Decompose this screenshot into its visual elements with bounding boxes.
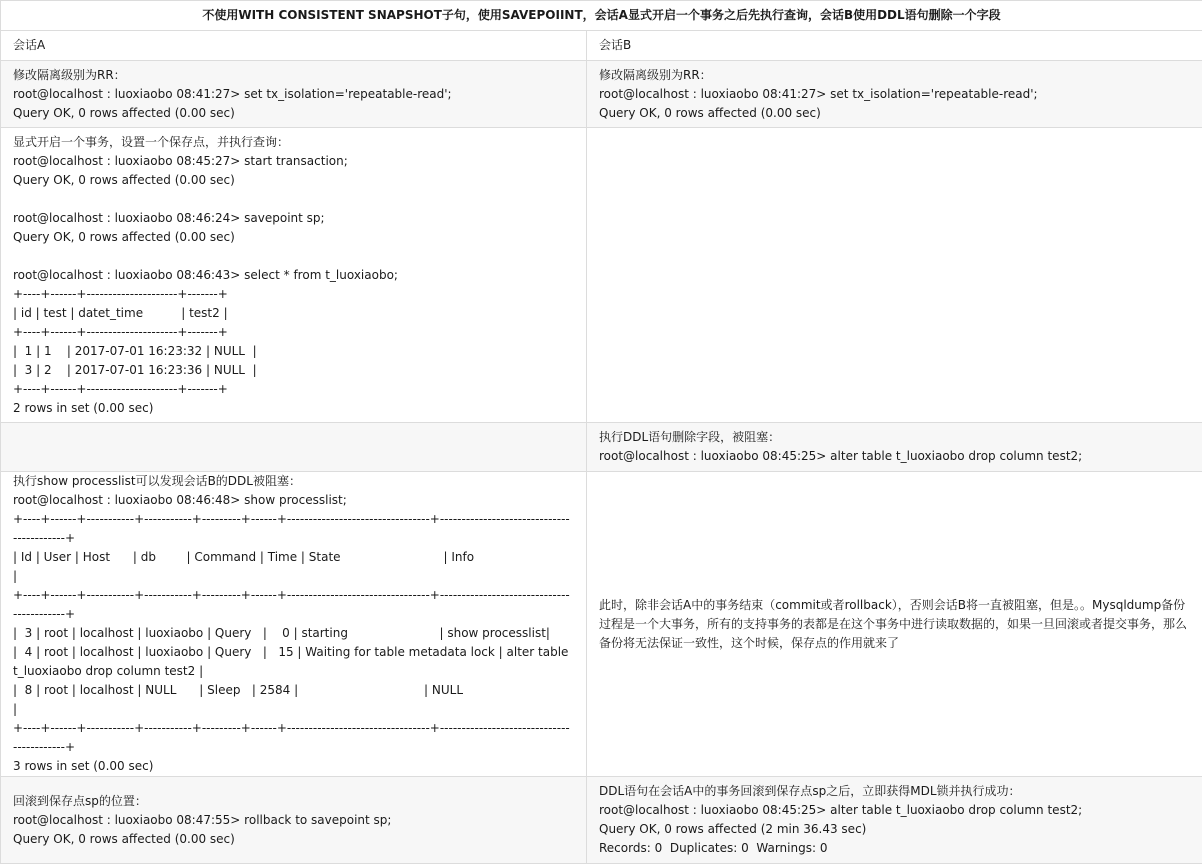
session-b-cell [587,61,1202,128]
title-row [1,1,1202,31]
session-a-cell [1,128,587,423]
session-a-cell [1,61,587,128]
header-row [1,31,1202,61]
cell-text: 执行DDL语句删除字段，被阻塞： root@localhost : luoxiaobo 08:45:25> alter table t_luoxiaobo drop column test2; [599,428,1190,466]
table-row [1,472,1202,777]
table-row [1,777,1202,864]
session-a-cell [1,423,587,472]
header-session-b: 会话B [587,31,1202,61]
cell-text: 修改隔离级别为RR： root@localhost : luoxiaobo 08:41:27> set tx_isolation='repeatable-read'; Query OK, 0 rows affected (0.00 sec) [599,66,1190,123]
table-title: 不使用WITH CONSISTENT SNAPSHOT子句，使用SAVEPOIINT，会话A显式开启一个事务之后先执行查询，会话B使用DDL语句删除一个字段 [1,1,1202,31]
session-b-cell [587,423,1202,472]
cell-text: 显式开启一个事务，设置一个保存点，并执行查询： root@localhost : luoxiaobo 08:45:27> start transaction; Query OK, 0 rows affected (0.00 sec) root@localhost : luoxiaobo 08:46:24> savepoint sp; Query OK, 0 rows affected (0.00 sec) root@localhost : luoxiaobo 08:46:43> select * from t_luoxiaobo; +----+------+---------------------+-------+ | id | test | datet_time | test2 | +----+------+---------------------+-------+ | 1 | 1 | 2017-07-01 16:23:32 | NULL | | 3 | 2 | 2017-07-01 16:23:36 | NULL | +----+------+---------------------+-------+ 2 rows in set (0.00 sec) [13,133,574,418]
cell-text: 修改隔离级别为RR： root@localhost : luoxiaobo 08:41:27> set tx_isolation='repeatable-read'; Query OK, 0 rows affected (0.00 sec) [13,66,574,123]
session-a-cell [1,472,587,777]
table-row [1,128,1202,423]
cell-text: 此时，除非会话A中的事务结束（commit或者rollback），否则会话B将一直被阻塞，但是。。Mysqldump备份过程是一个大事务，所有的支持事务的表都是在这个事务中进行读取数据的，如果一旦回滚或者提交事务，那么备份将无法保证一致性，这个时候，保存点的作用就来了 [599,596,1190,653]
header-session-a: 会话A [1,31,587,61]
session-b-cell [587,777,1202,864]
cell-text: 回滚到保存点sp的位置： root@localhost : luoxiaobo 08:47:55> rollback to savepoint sp; Query OK, 0 rows affected (0.00 sec) [13,792,574,849]
cell-text: 执行show processlist可以发现会话B的DDL被阻塞： root@localhost : luoxiaobo 08:46:48> show processlist; +----+------+-----------+-----------+---------+------+---------------------------------+------------------------------------------+ | Id | User | Host | db | Command | Time | State | Info | +----+------+-----------+-----------+---------+------+---------------------------------+------------------------------------------+ | 3 | root | localhost | luoxiaobo | Query | 0 | starting | show processlist| | 4 | root | localhost | luoxiaobo | Query | 15 | Waiting for table metadata lock | alter table t_luoxiaobo drop column test2 | | 8 | root | localhost | NULL | Sleep | 2584 | | NULL | +----+------+-----------+-----------+---------+------+---------------------------------+------------------------------------------+ 3 rows in set (0.00 sec) [13,472,574,776]
session-b-cell [587,472,1202,777]
session-a-cell [1,777,587,864]
session-b-cell [587,128,1202,423]
cell-text: DDL语句在会话A中的事务回滚到保存点sp之后，立即获得MDL锁并执行成功： root@localhost : luoxiaobo 08:45:25> alter table t_luoxiaobo drop column test2; Query OK, 0 rows affected (2 min 36.43 sec) Records: 0 Duplicates: 0 Warnings: 0 [599,782,1190,858]
table-row [1,61,1202,128]
table-row [1,423,1202,472]
